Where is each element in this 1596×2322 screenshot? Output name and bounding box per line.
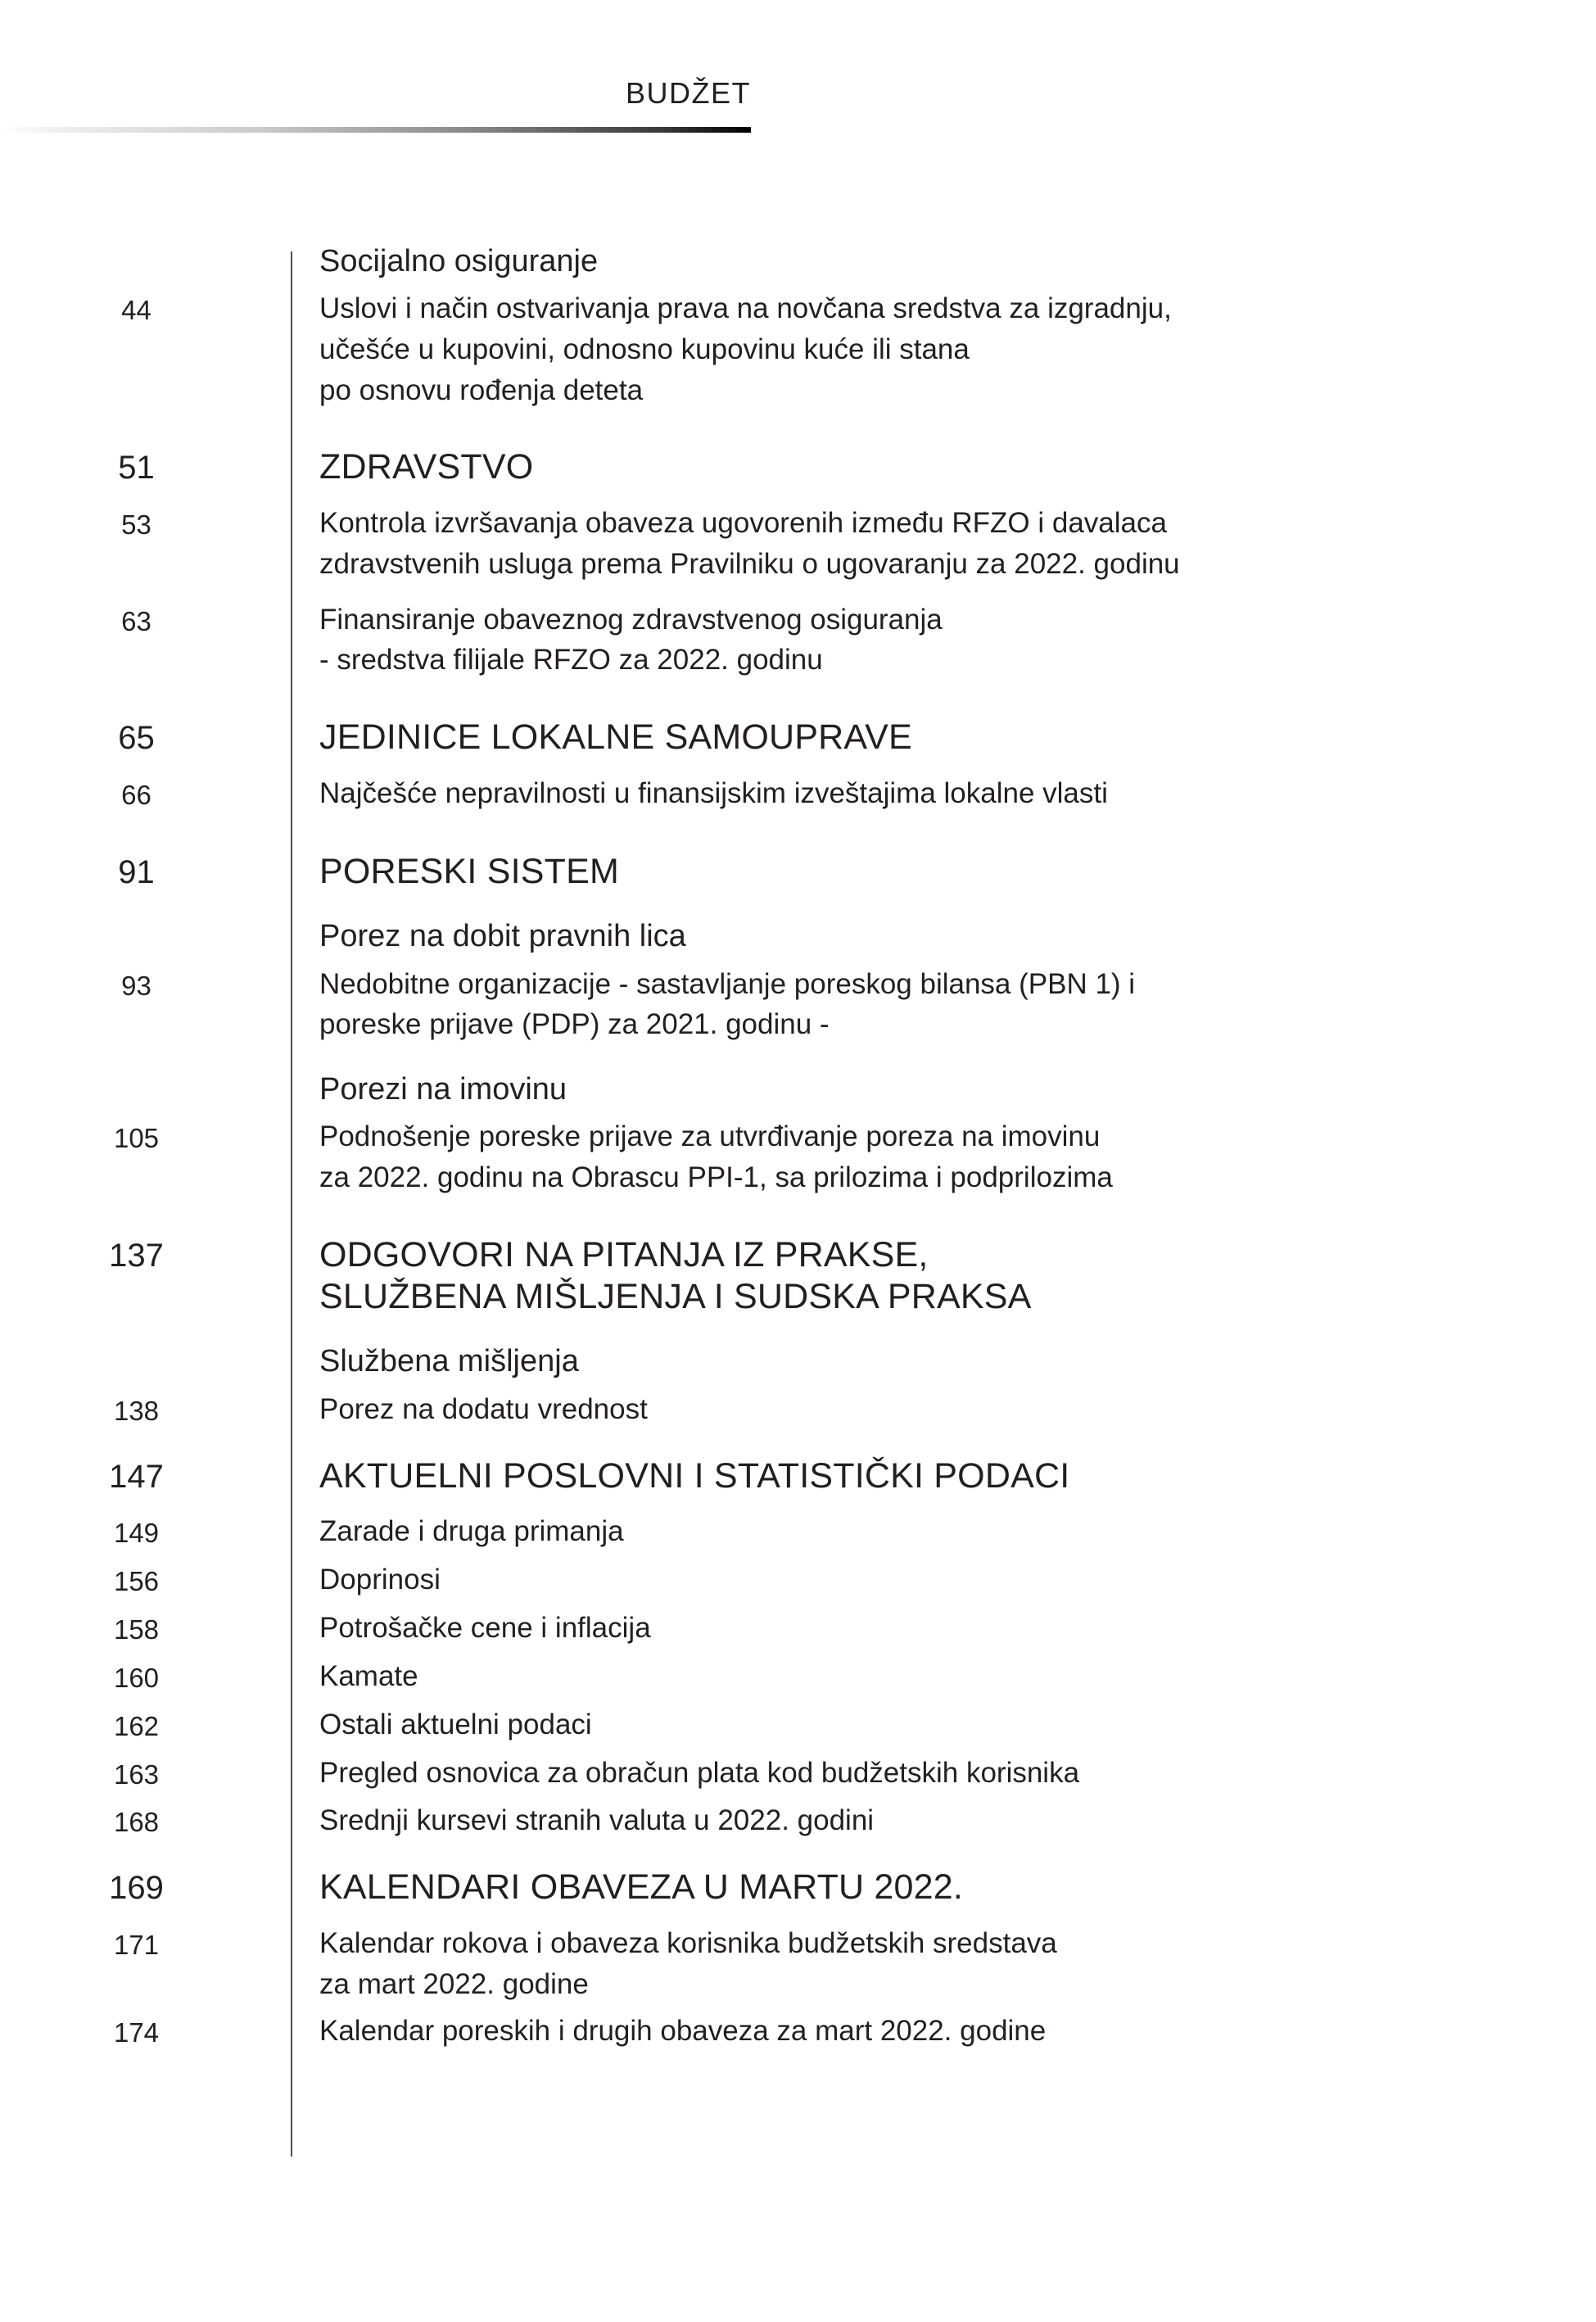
toc-row[interactable] [0,1389,1596,1431]
toc-page-number: 63 [121,605,151,636]
toc-row[interactable] [0,2011,1596,2053]
toc-entry-line: PORESKI SISTEM [319,851,619,891]
toc-page-number: 138 [113,1395,160,1426]
toc-row[interactable] [0,1234,1596,1317]
toc-entry-title[interactable] [283,773,1596,814]
toc-page-number: 158 [113,1614,160,1645]
toc-entry-line: Kamate [319,1659,418,1692]
toc-row[interactable] [0,1704,1596,1746]
toc-entry-line: Porezi na imovinu [319,1072,567,1107]
toc-entry-line: Zarade i druga primanja [319,1515,624,1548]
toc-row-list [0,242,1596,2053]
toc-entry-title[interactable] [283,1753,1596,1794]
toc-row[interactable] [0,1070,1596,1110]
toc-page-number: 174 [113,2017,160,2048]
toc-entry-line: Najčešće nepravilnosti u finansijskim izveštajima lokalne vlasti [319,776,1108,809]
toc-entry-title[interactable] [283,1511,1596,1552]
toc-entry-line: Nedobitne organizacije - sastavljanje poreskog bilansa (PBN 1) i [319,967,1136,1000]
toc-entry-title[interactable] [283,1704,1596,1745]
toc-page-number: 169 [109,1870,164,1907]
toc-entry-title[interactable] [283,288,1596,410]
toc-row[interactable] [0,1559,1596,1601]
toc-entry-line: Srednji kursevi stranih valuta u 2022. godini [319,1804,875,1837]
toc-entry-line: po osnovu rođenja deteta [319,373,644,406]
toc-entry-title[interactable] [283,446,1596,488]
toc-entry-line: poreske prijave (PDP) za 2021. godinu - [319,1008,830,1041]
toc-entry-line: Kalendar poreskih i drugih obaveza za mart 2022. godine [319,2015,1047,2048]
toc-entry-line: za 2022. godinu na Obrascu PPI-1, sa prilozima i podprilozima [319,1161,1113,1194]
toc-row[interactable] [0,964,1596,1045]
toc-page-number: 171 [113,1930,160,1960]
toc-page-number: 53 [121,509,151,541]
toc-entry-line: Porez na dobit pravnih lica [319,919,686,954]
toc-entry-title[interactable] [283,851,1596,893]
toc-row[interactable] [0,1923,1596,2004]
toc-entry-line: Doprinosi [319,1564,441,1596]
toc-entry-line: za mart 2022. godine [319,1967,589,2000]
table-of-contents [0,242,1596,2053]
toc-entry-title[interactable] [283,1116,1596,1197]
toc-row[interactable] [0,717,1596,758]
toc-page-number: 163 [113,1758,160,1790]
toc-entry-title[interactable] [283,503,1596,584]
toc-page-number: 65 [118,719,155,756]
toc-entry-title[interactable] [283,1070,1596,1110]
toc-row[interactable] [0,1753,1596,1795]
toc-row[interactable] [0,503,1596,584]
toc-entry-title[interactable] [283,717,1596,758]
toc-entry-line: Službena mišljenja [319,1344,579,1379]
toc-entry-line: JEDINICE LOKALNE SAMOUPRAVE [319,717,912,757]
toc-entry-title[interactable] [283,1923,1596,2004]
toc-entry-title[interactable] [283,242,1596,282]
toc-row[interactable] [0,288,1596,410]
toc-page-number: 44 [121,295,151,326]
toc-row[interactable] [0,1116,1596,1197]
toc-page-number: 91 [118,853,155,890]
toc-entry-line: Kontrola izvršavanja obaveza ugovorenih između RFZO i davalaca [319,507,1167,540]
toc-page-number: 160 [113,1662,160,1693]
toc-row[interactable] [0,773,1596,815]
toc-entry-title[interactable] [283,1800,1596,1841]
toc-entry-line: SLUŽBENA MIŠLJENJA I SUDSKA PRAKSA [319,1276,1032,1316]
toc-row[interactable] [0,446,1596,488]
toc-entry-title[interactable] [283,1559,1596,1600]
toc-row[interactable] [0,851,1596,893]
toc-entry-line: ZDRAVSTVO [319,447,534,487]
toc-page-number: 51 [118,450,155,487]
toc-row[interactable] [0,1656,1596,1698]
toc-row[interactable] [0,1455,1596,1497]
toc-entry-title[interactable] [283,1608,1596,1649]
toc-entry-title[interactable] [283,964,1596,1045]
toc-entry-title[interactable] [283,1342,1596,1382]
toc-entry-title[interactable] [283,1234,1596,1317]
toc-page-number: 168 [113,1807,160,1838]
toc-entry-title[interactable] [283,1455,1596,1497]
toc-page-number: 66 [121,779,151,810]
toc-entry-line: Kalendar rokova i obaveza korisnika budžetskih sredstava [319,1927,1057,1959]
toc-entry-line: - sredstva filijale RFZO za 2022. godinu [319,644,823,677]
toc-row[interactable] [0,1511,1596,1553]
toc-entry-line: Podnošenje poreske prijave za utvrđivanje poreza na imovinu [319,1120,1101,1153]
toc-row[interactable] [0,1867,1596,1908]
toc-entry-title[interactable] [283,1389,1596,1430]
toc-page-number: 149 [113,1518,160,1549]
toc-page-number: 105 [113,1123,160,1154]
toc-row[interactable] [0,600,1596,681]
running-header-title: BUDŽET [626,76,751,110]
toc-entry-title[interactable] [283,1867,1596,1908]
toc-page-number: 93 [121,970,151,1001]
toc-entry-title[interactable] [283,2011,1596,2052]
toc-entry-line: Uslovi i način ostvarivanja prava na novčana sredstva za izgradnju, [319,292,1172,325]
toc-page-number: 147 [109,1458,164,1495]
toc-entry-title[interactable] [283,600,1596,681]
toc-entry-line: KALENDARI OBAVEZA U MARTU 2022. [319,1867,964,1908]
toc-entry-line: Potrošačke cene i inflacija [319,1611,651,1644]
header-gradient-rule [0,127,751,133]
toc-row[interactable] [0,1342,1596,1382]
toc-row[interactable] [0,242,1596,282]
toc-entry-title[interactable] [283,1656,1596,1697]
toc-row[interactable] [0,917,1596,957]
toc-page-number: 137 [109,1237,164,1274]
toc-entry-line: Ostali aktuelni podaci [319,1708,592,1740]
toc-entry-line: Porez na dodatu vrednost [319,1392,648,1425]
toc-entry-line: zdravstvenih usluga prema Pravilniku o ugovaranju za 2022. godinu [319,547,1180,580]
toc-entry-title[interactable] [283,917,1596,957]
toc-entry-line: učešće u kupovini, odnosno kupovinu kuće ili stana [319,333,970,366]
toc-page-number: 162 [113,1710,160,1741]
toc-row[interactable] [0,1800,1596,1842]
toc-entry-line: Finansiranje obaveznog zdravstvenog osiguranja [319,603,943,636]
toc-row[interactable] [0,1608,1596,1650]
toc-entry-line: Pregled osnovica za obračun plata kod budžetskih korisnika [319,1756,1080,1789]
toc-entry-line: ODGOVORI NA PITANJA IZ PRAKSE, [319,1234,929,1274]
toc-entry-line: AKTUELNI POSLOVNI I STATISTIČKI PODACI [319,1455,1070,1496]
toc-entry-line: Socijalno osiguranje [319,244,599,278]
toc-page-number: 156 [113,1566,160,1597]
